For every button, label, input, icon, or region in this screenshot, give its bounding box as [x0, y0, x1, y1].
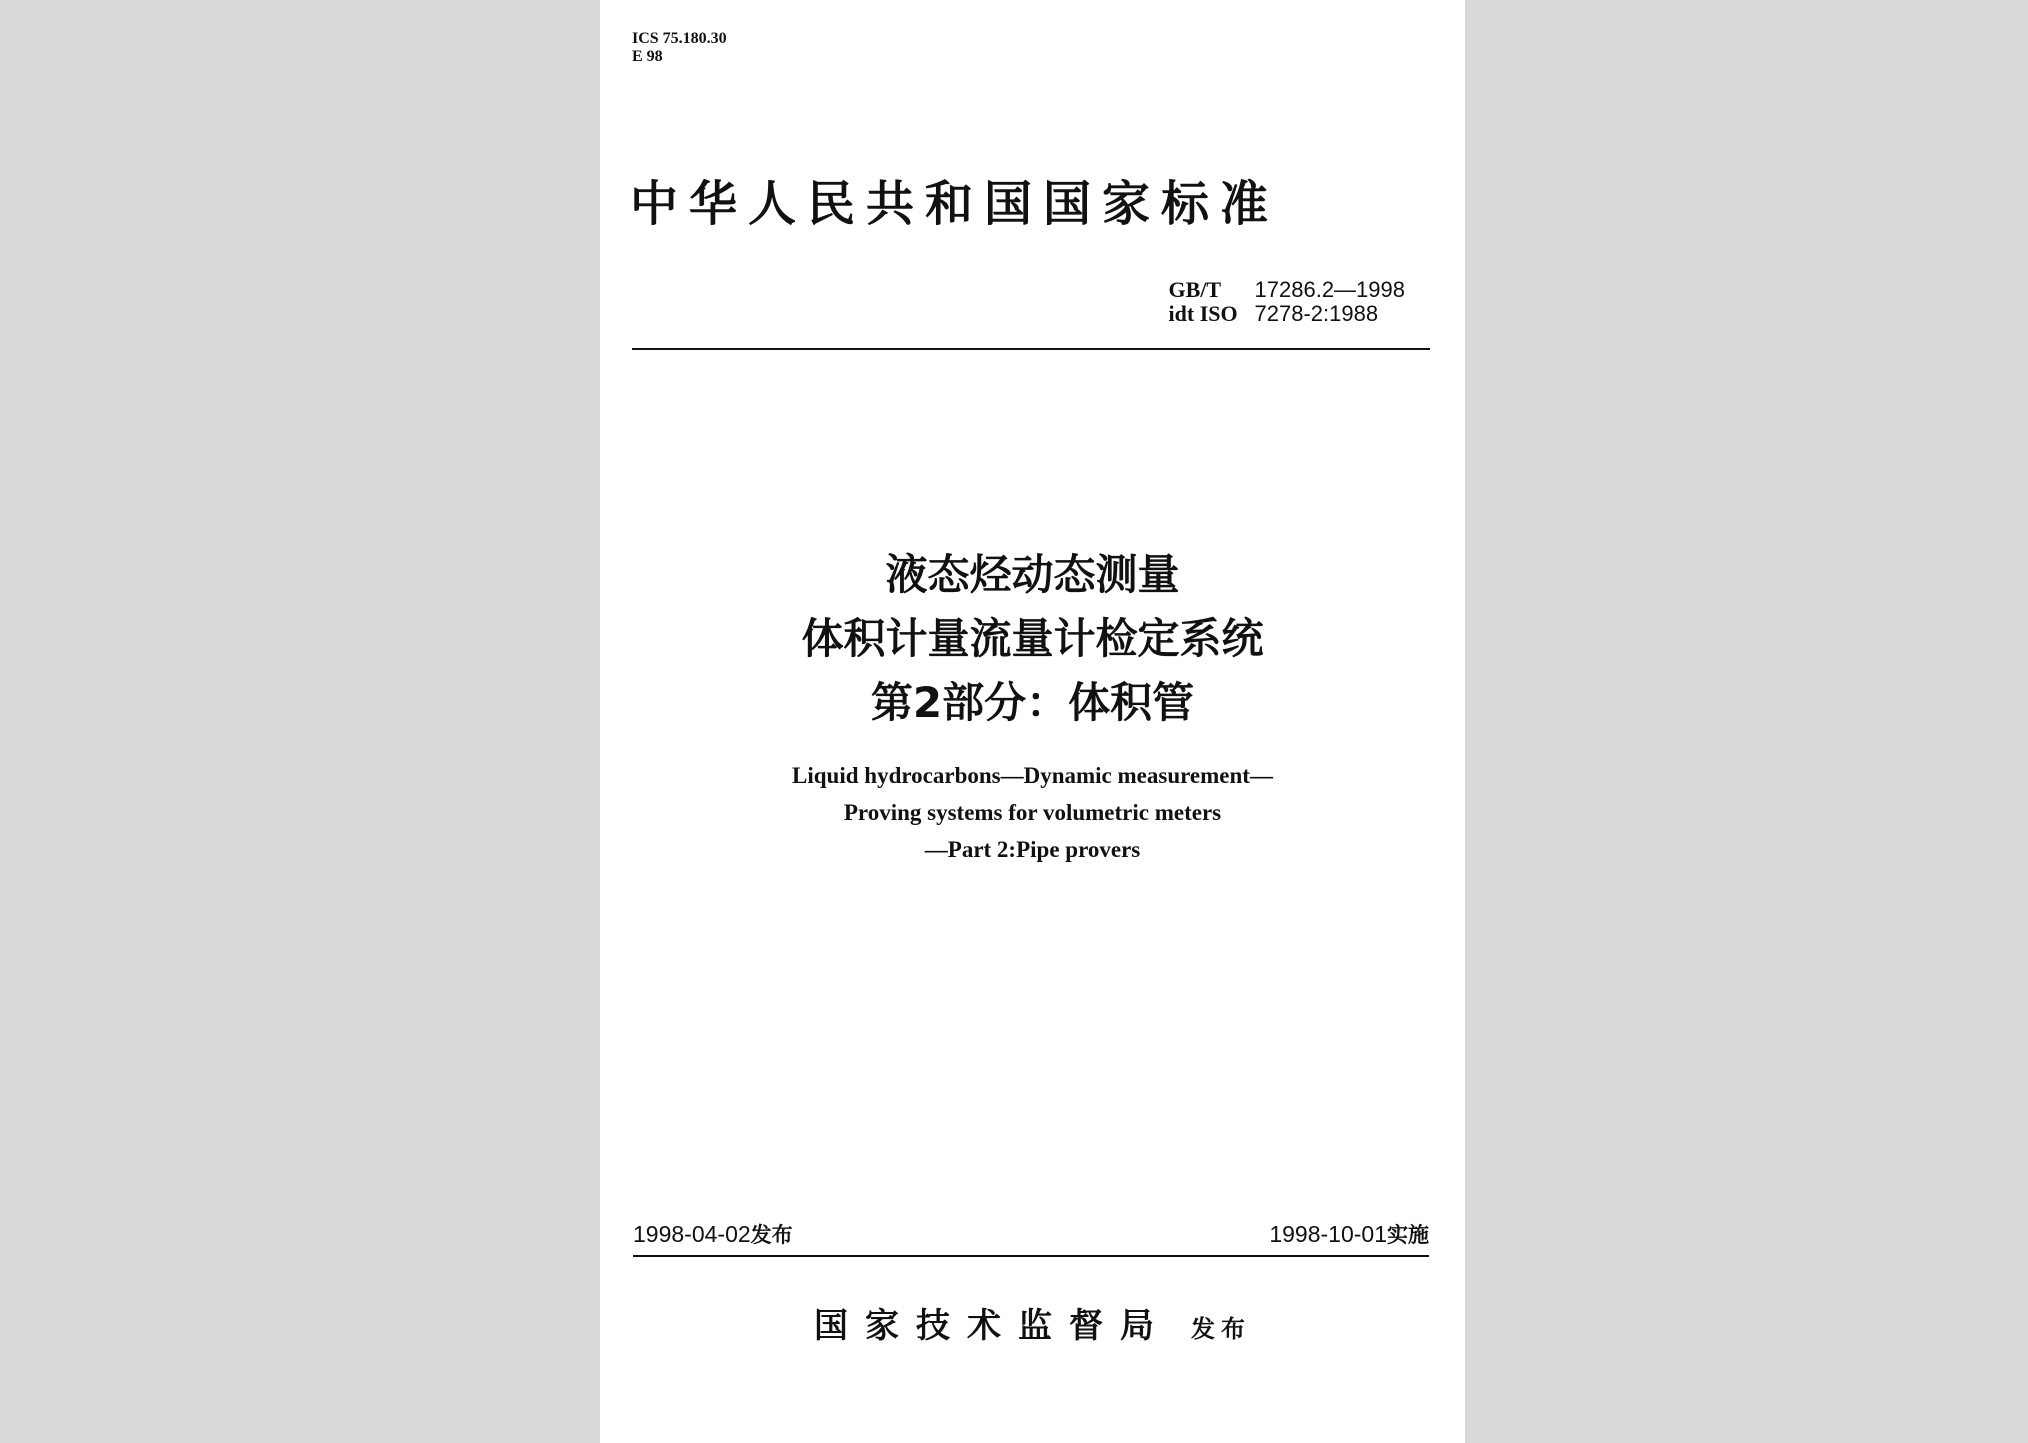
gb-number-row	[1169, 278, 1405, 302]
classification-codes	[632, 30, 727, 66]
publisher-action: 发布	[1191, 1315, 1251, 1343]
effective-date-block	[1269, 1219, 1429, 1250]
issue-date-block	[633, 1219, 793, 1250]
publisher-line	[600, 1298, 1465, 1347]
standard-numbers	[1169, 278, 1405, 326]
iso-number-row	[1169, 302, 1405, 326]
iso-number: 7278-2:1988	[1254, 301, 1379, 326]
publisher-org: 国家技术监督局	[814, 1306, 1171, 1346]
header-divider	[632, 348, 1430, 350]
issue-label: 发布	[750, 1223, 793, 1247]
issue-date: 1998-04-02	[633, 1221, 751, 1247]
english-title-line-3: —Part 2:Pipe provers	[924, 837, 1141, 862]
footer-divider	[633, 1255, 1429, 1257]
ics-code: ICS 75.180.30	[632, 30, 727, 47]
effective-label: 实施	[1387, 1223, 1429, 1247]
english-title-line-1: Liquid hydrocarbons—Dynamic measurement—	[792, 763, 1273, 788]
document-page	[600, 0, 1465, 1443]
chinese-title-line-3: 第2部分：体积管	[870, 678, 1195, 727]
gb-label: GB/T	[1168, 277, 1222, 302]
english-title	[600, 757, 1465, 868]
english-title-line-2: Proving systems for volumetric meters	[843, 800, 1222, 825]
gb-number: 17286.2—1998	[1254, 277, 1405, 302]
iso-label: idt ISO	[1168, 301, 1238, 326]
chinese-title-line-1: 液态烃动态测量	[885, 550, 1180, 599]
chinese-title-line-2: 体积计量流量计检定系统	[801, 614, 1264, 663]
ccs-code: E 98	[632, 48, 663, 65]
effective-date: 1998-10-01	[1269, 1221, 1387, 1247]
chinese-title	[600, 543, 1465, 735]
national-standard-heading: 中华人民共和国国家标准	[630, 176, 1280, 232]
